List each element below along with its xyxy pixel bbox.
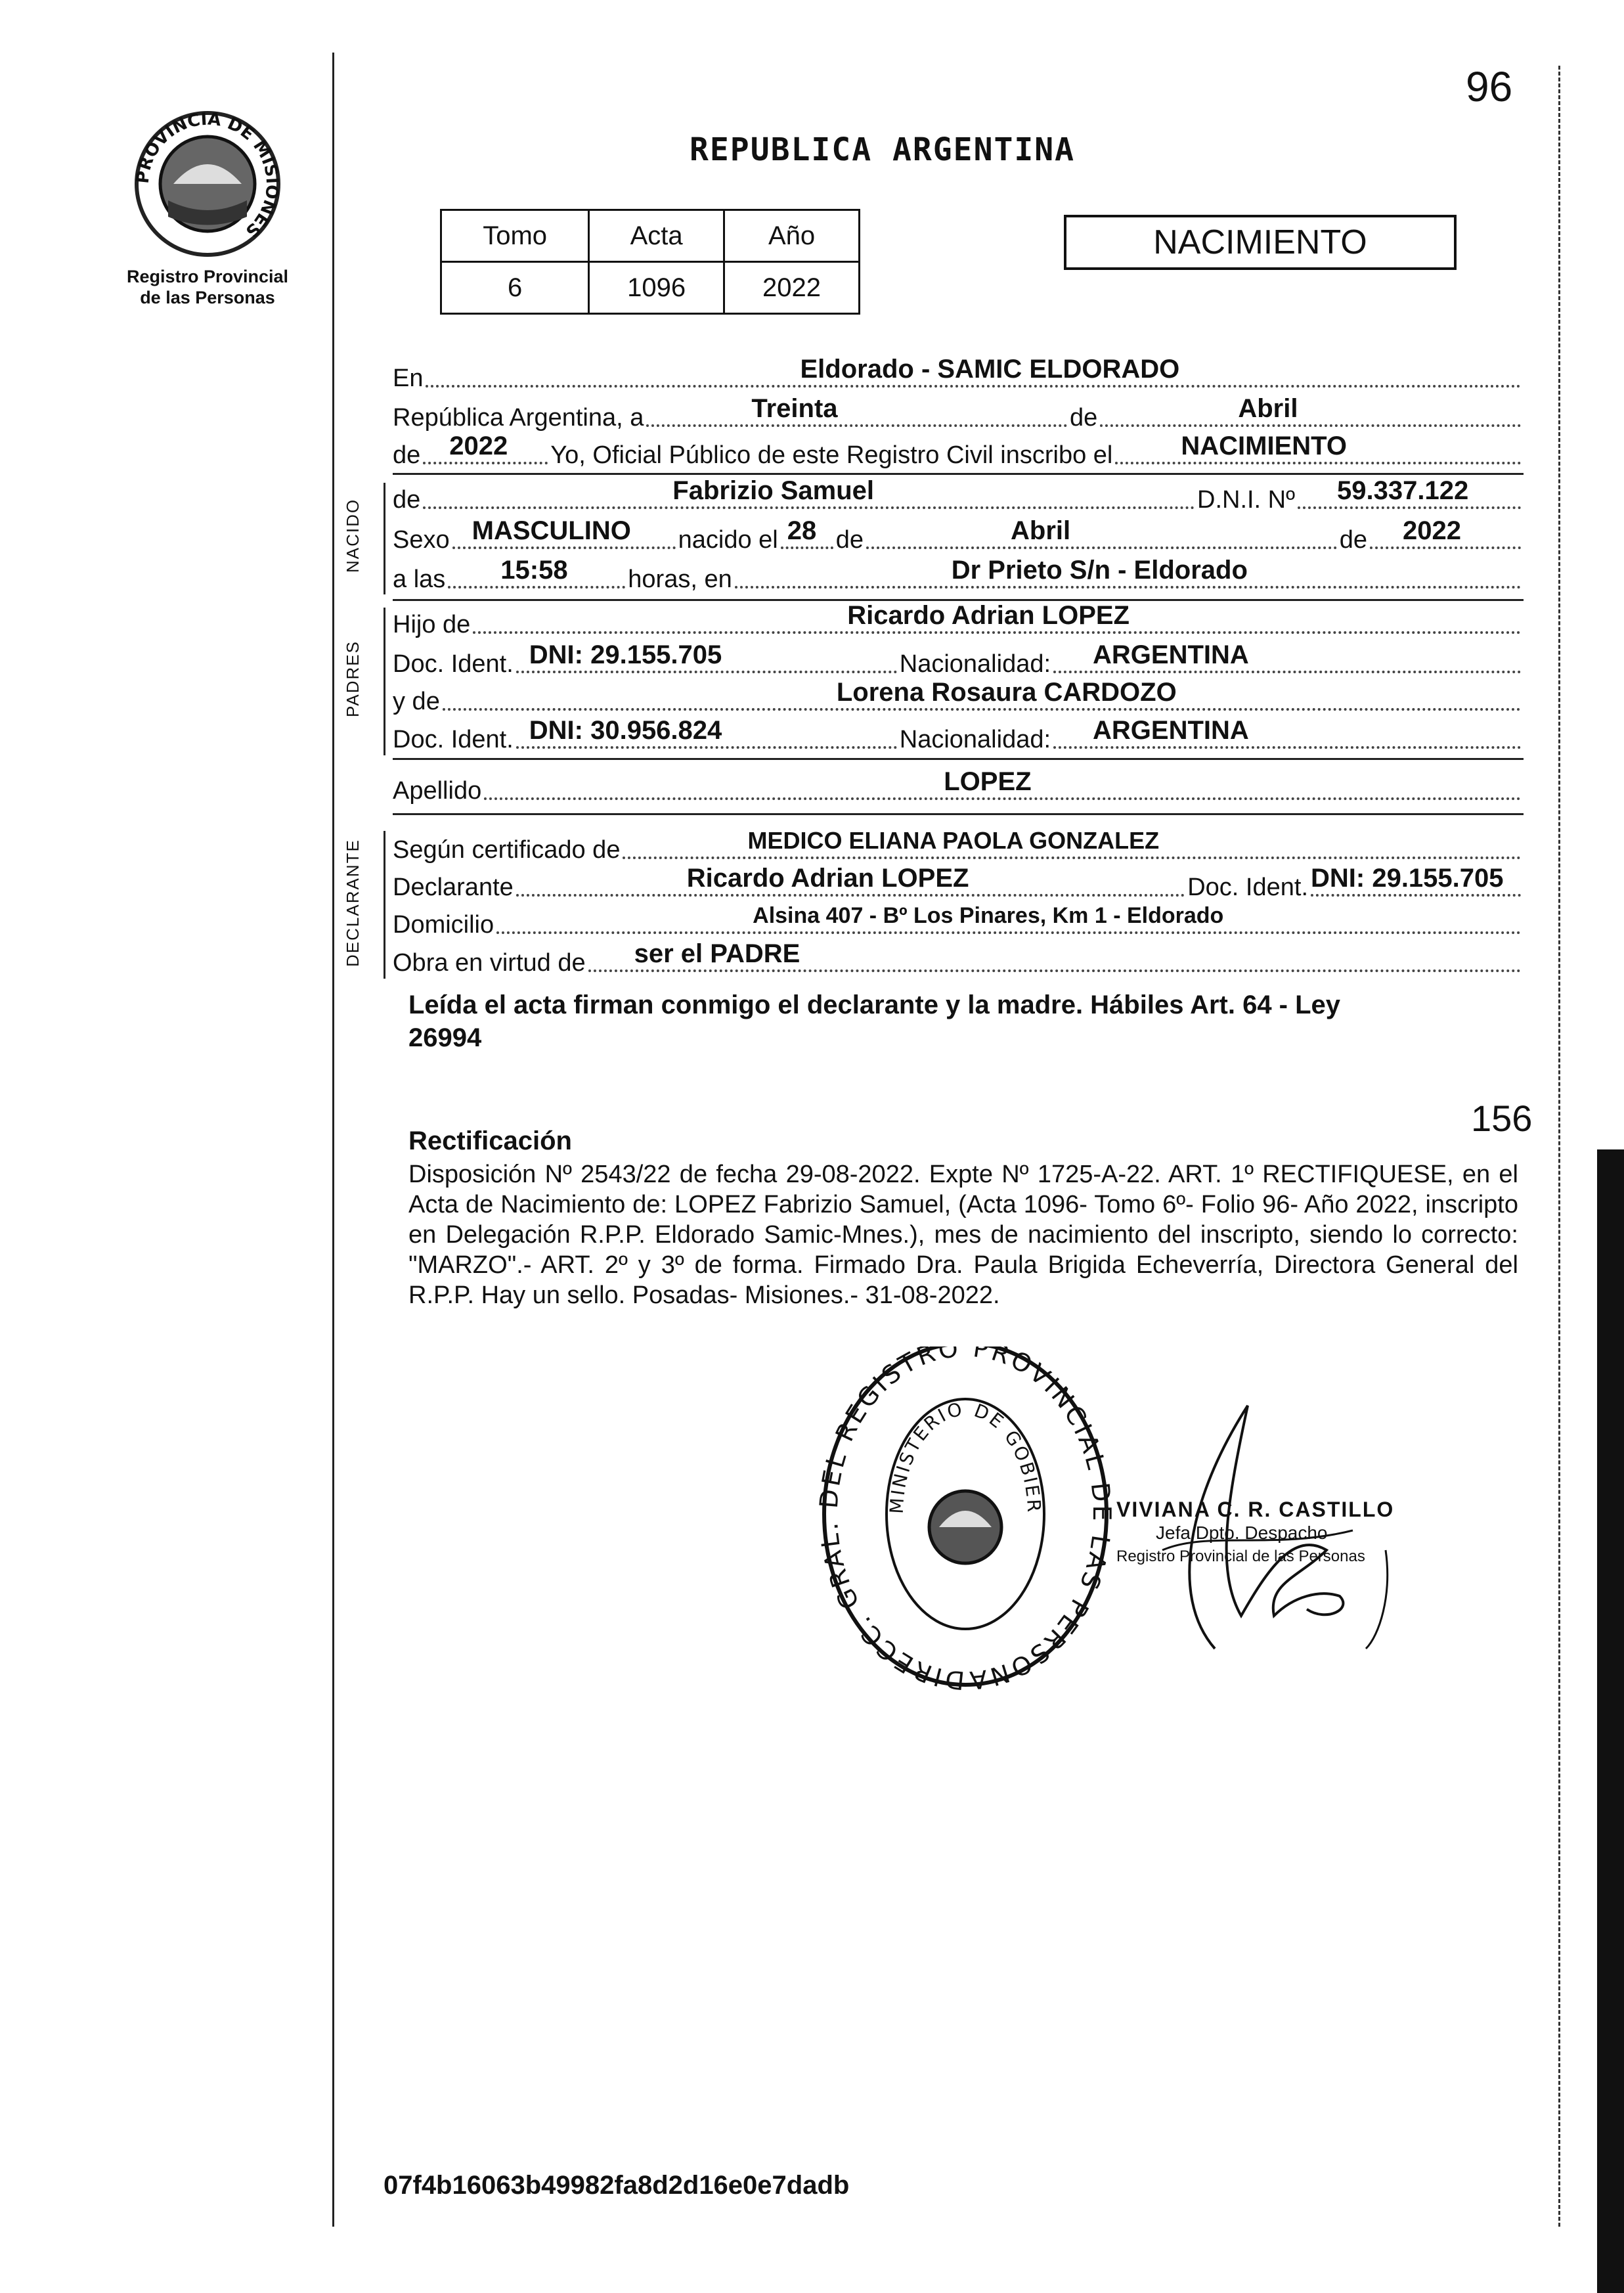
madre-doc-value: DNI: 30.956.824	[529, 716, 722, 745]
page-number: 96	[1466, 63, 1513, 110]
country-title: REPUBLICA ARGENTINA	[690, 131, 1076, 168]
header-anio: Año	[724, 210, 860, 262]
row-inscribo	[393, 432, 1524, 470]
declarante-label: Declarante	[393, 874, 514, 901]
row-declarante	[393, 864, 1524, 902]
anio-value: 2022	[449, 432, 508, 460]
obra-label: Obra en virtud de	[393, 949, 586, 977]
certificado-value: MEDICO ELIANA PAOLA GONZALEZ	[747, 827, 1160, 854]
dni-label: D.N.I. Nº	[1197, 486, 1295, 514]
stamp-line1: VIVIANA C. R. CASTILLO	[1116, 1498, 1395, 1521]
nombre-value: Fabrizio Samuel	[672, 476, 875, 505]
nacido-bracket	[384, 483, 385, 594]
y-de-label: y de	[393, 688, 440, 715]
inscribo-text: Yo, Oficial Público de este Registro Civil inscribo el	[550, 441, 1113, 469]
row-obra	[393, 939, 1524, 977]
madre-nacionalidad-label: Nacionalidad:	[899, 726, 1051, 753]
mes-value: Abril	[1238, 394, 1298, 423]
sexo-label: Sexo	[393, 526, 450, 554]
province-logo	[122, 108, 293, 259]
record-table-value-row	[441, 262, 860, 314]
row-republica	[393, 394, 1524, 432]
madre-value: Lorena Rosaura CARDOZO	[836, 678, 1177, 707]
sexo-value: MASCULINO	[472, 516, 631, 545]
right-margin-line	[1558, 66, 1560, 2227]
apellido-value: LOPEZ	[944, 767, 1032, 796]
nombre-label: de	[393, 486, 421, 514]
logo-caption	[109, 266, 306, 308]
padre-nacionalidad-label: Nacionalidad:	[899, 650, 1051, 678]
logo-ring-text: PROVINCIA DE MISIONES	[133, 109, 282, 242]
value-tomo: 6	[441, 262, 589, 314]
value-anio: 2022	[724, 262, 860, 314]
row-en	[393, 355, 1524, 393]
nac-anio-value: 2022	[1403, 516, 1461, 545]
row-apellido	[393, 767, 1524, 805]
row-y-de	[393, 678, 1524, 716]
rule-before-declarante	[393, 813, 1524, 815]
record-table-header-row	[441, 210, 860, 262]
obra-value: ser el PADRE	[634, 939, 801, 968]
stamp-line2: Jefa Dpto. Despacho	[1156, 1523, 1328, 1543]
signature-stamp	[1116, 1498, 1394, 1569]
rectificacion-title: Rectificación	[408, 1126, 572, 1155]
declarante-section-label: DECLARANTE	[343, 839, 362, 967]
dia-value: Treinta	[751, 394, 838, 423]
padre-nac-value: ARGENTINA	[1093, 640, 1249, 669]
closing-note	[408, 989, 1538, 1054]
horas-en-label: horas, en	[628, 566, 732, 593]
anio-prefix: de	[393, 441, 421, 469]
padre-value: Ricardo Adrian LOPEZ	[847, 601, 1130, 630]
closing-note-line1: Leída el acta firman conmigo el declarante y la madre. Hábiles Art. 64 - Ley	[408, 991, 1341, 1019]
nacido-section-label: NACIDO	[343, 498, 362, 573]
lugar-value: Dr Prieto S/n - Eldorado	[951, 556, 1248, 585]
record-type-box: NACIMIENTO	[1064, 215, 1457, 270]
padre-doc-value: DNI: 29.155.705	[529, 640, 722, 669]
padres-section-label: PADRES	[343, 640, 362, 717]
seal-inner-text: MINISTERIO DE GOBIER	[885, 1398, 1045, 1515]
padre-doc-label: Doc. Ident.	[393, 650, 514, 678]
a-las-label: a las	[393, 566, 446, 593]
madre-nac-value: ARGENTINA	[1093, 716, 1249, 745]
closing-note-line2: 26994	[408, 1023, 482, 1052]
row-sexo	[393, 516, 1524, 554]
en-label: En	[393, 365, 424, 392]
padres-bracket	[384, 608, 385, 755]
de-label: de	[1070, 404, 1098, 432]
stamp-line3: Registro Provincial de las Personas	[1116, 1547, 1365, 1565]
nacido-el-label: nacido el	[678, 526, 778, 554]
header-tomo: Tomo	[441, 210, 589, 262]
row-hora	[393, 556, 1524, 594]
left-margin-line	[332, 53, 334, 2227]
hash-code: 07f4b16063b49982fa8d2d16e0e7dadb	[384, 2171, 850, 2200]
madre-doc-label: Doc. Ident.	[393, 726, 514, 753]
inscribo-value: NACIMIENTO	[1181, 432, 1347, 460]
row-nombre	[393, 476, 1524, 514]
header-acta: Acta	[589, 210, 724, 262]
certificado-label: Según certificado de	[393, 836, 621, 864]
rectificacion-body: Disposición Nº 2543/22 de fecha 29-08-2022. Expte Nº 1725-A-22. ART. 1º RECTIFIQUESE, en el Acta de Nacimiento de: LOPEZ Fabrizio Samuel, (Acta 1096- Tomo 6º- Folio 96- Año 2022, inscripto en Delegación R.P.P. Eldorado Samic-Mnes.), mes de nacimiento del inscripto, siendo lo correcto: "MARZO".- ART. 2º y 3º de forma. Firmado Dra. Paula Brigida Echeverría, Directora General del R.P.P. Hay un sello. Posadas- Misiones.- 31-08-2022.	[408, 1161, 1518, 1309]
declarante-bracket	[384, 831, 385, 979]
apellido-label: Apellido	[393, 777, 482, 805]
logo-caption-line2: de las Personas	[140, 288, 275, 307]
nac-mes-value: Abril	[1011, 516, 1071, 545]
right-edge-bar	[1597, 1149, 1624, 2293]
nac-de2-label: de	[1339, 526, 1367, 554]
row-domicilio	[393, 901, 1524, 939]
en-value: Eldorado - SAMIC ELDORADO	[800, 355, 1180, 384]
row-certificado	[393, 826, 1524, 864]
row-madre-doc	[393, 716, 1524, 754]
nac-de-label: de	[835, 526, 864, 554]
declarante-doc-value: DNI: 29.155.705	[1311, 864, 1504, 893]
hora-value: 15:58	[500, 556, 568, 585]
rule-before-apellido	[393, 758, 1524, 760]
value-acta: 1096	[589, 262, 724, 314]
row-padre-doc	[393, 640, 1524, 679]
nac-dia-value: 28	[787, 516, 817, 545]
domicilio-label: Domicilio	[393, 911, 494, 939]
seal-outer-text: DIRECC. GRAL EL REGISTRO PROVINCIAL LAS PERSONA	[818, 1347, 1113, 1695]
second-number: 156	[1471, 1098, 1533, 1139]
hijo-de-label: Hijo de	[393, 611, 471, 638]
logo-caption-line1: Registro Provincial	[126, 267, 289, 286]
dni-value: 59.337.122	[1337, 476, 1469, 505]
declarante-doc-label: Doc. Ident.	[1187, 874, 1308, 901]
row-hijo-de	[393, 601, 1524, 639]
republica-label: República Argentina, a	[393, 404, 644, 432]
domicilio-value: Alsina 407 - Bº Los Pinares, Km 1 - Eldorado	[753, 903, 1224, 928]
official-seal	[818, 1347, 1113, 1701]
declarante-value: Ricardo Adrian LOPEZ	[686, 864, 969, 893]
record-table	[440, 209, 860, 315]
